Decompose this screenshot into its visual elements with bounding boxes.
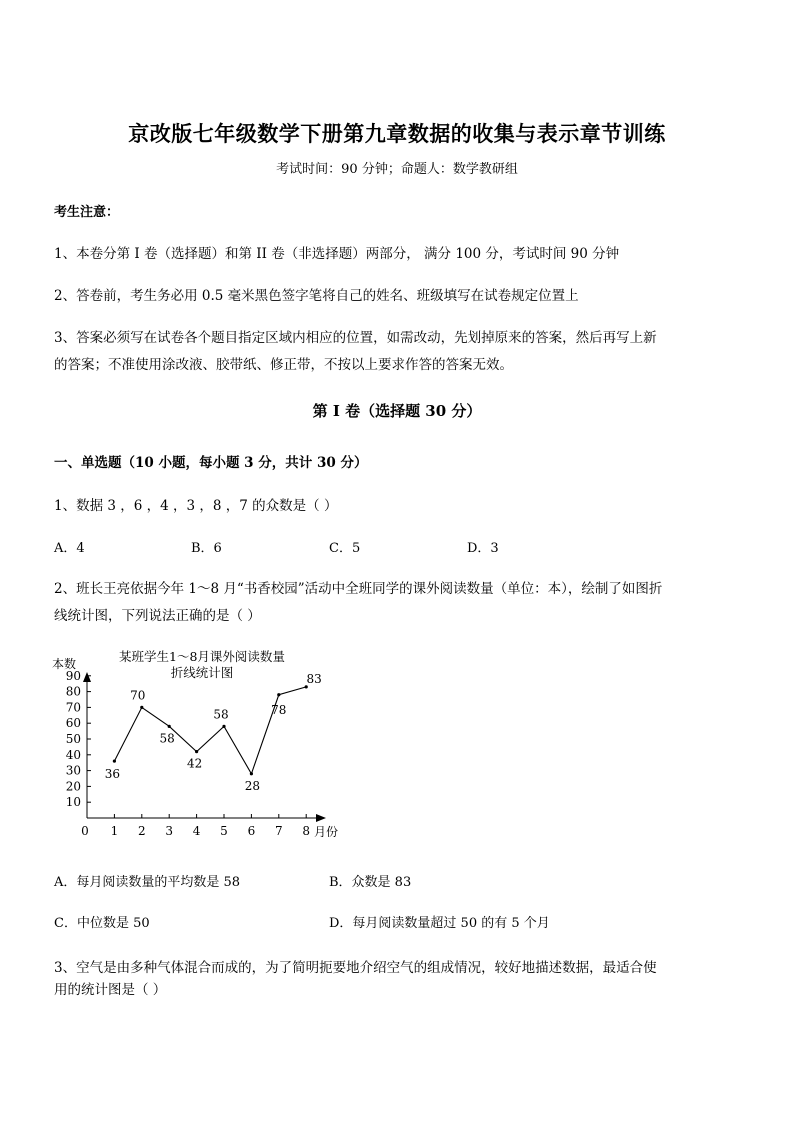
q2-option-c[interactable]: C．中位数是 50 — [54, 916, 150, 931]
exam-info: 考试时间：90 分钟；命题人：数学教研组 — [276, 162, 518, 177]
x-tick-label: 1 — [110, 824, 119, 838]
notice-heading: 考生注意： — [54, 205, 120, 220]
y-tick-label: 60 — [65, 716, 81, 731]
y-axis-arrow — [83, 672, 91, 682]
x-tick-label: 3 — [165, 824, 174, 838]
x-tick-label: 2 — [137, 824, 146, 838]
data-label: 28 — [244, 778, 261, 793]
data-label: 58 — [159, 731, 175, 746]
notice-item-3-cont: 的答案；不准使用涂改液、胶带纸、修正带，不按以上要求作答的答案无效。 — [54, 357, 513, 373]
data-label: 36 — [104, 767, 121, 782]
y-tick-label: 50 — [65, 732, 81, 746]
chart-subtitle: 折线统计图 — [170, 665, 234, 680]
page-title: 京改版七年级数学下册第九章数据的收集与表示章节训练 — [128, 121, 666, 146]
q3-stem-line1: 3、空气是由多种气体混合而成的，为了简明扼要地介绍空气的组成情况，较好地描述数据，最适合使 — [54, 960, 657, 976]
data-point — [250, 772, 253, 775]
y-axis-label: 本数 — [52, 657, 77, 671]
q2-stem-line2: 线统计图，下列说法正确的是（ ） — [54, 608, 261, 624]
data-point — [168, 725, 171, 728]
section-title: 第 I 卷（选择题 30 分） — [312, 402, 482, 420]
q2-option-a[interactable]: A．每月阅读数量的平均数是 58 — [54, 875, 241, 890]
chart-title: 某班学生1～8月课外阅读数量 — [119, 649, 285, 664]
data-point — [222, 725, 225, 728]
q1-stem: 1、数据 3 ，6 ，4 ，3 ，8 ，7 的众数是（ ） — [54, 498, 338, 514]
part-heading: 一、单选题（10 小题，每小题 3 分，共计 30 分） — [54, 455, 368, 471]
q1-option-d[interactable]: D．3 — [467, 541, 499, 556]
x-tick-label: 0 — [81, 824, 89, 838]
data-point — [140, 706, 143, 709]
y-tick-label: 90 — [65, 668, 81, 683]
y-tick-label: 10 — [65, 795, 81, 810]
q1-option-b[interactable]: B．6 — [191, 541, 222, 556]
q1-option-c[interactable]: C．5 — [329, 541, 361, 556]
x-tick-label: 5 — [220, 824, 228, 838]
y-tick-label: 40 — [65, 747, 81, 762]
data-label: 83 — [306, 671, 322, 686]
q2-option-d[interactable]: D．每月阅读数量超过 50 的有 5 个月 — [329, 916, 550, 931]
data-point — [113, 760, 116, 763]
q3-stem-line2: 用的统计图是（ ） — [54, 982, 167, 998]
q1-option-a[interactable]: A．4 — [54, 541, 85, 556]
notice-item-3: 3、答案必须写在试卷各个题目指定区域内相应的位置，如需改动，先划掉原来的答案，然后再写上新 — [54, 330, 657, 346]
x-tick-label: 6 — [247, 824, 256, 838]
data-point — [277, 693, 280, 696]
x-tick-label: 4 — [192, 824, 201, 838]
data-label: 70 — [130, 688, 146, 703]
data-label: 42 — [186, 756, 203, 771]
reading-line-chart — [48, 642, 358, 842]
y-tick-label: 70 — [65, 700, 81, 715]
notice-item-1: 1、本卷分第 I 卷（选择题）和第 II 卷（非选择题）两部分， 满分 100 分，考试时间 90 分钟 — [54, 246, 620, 262]
x-tick-label: 7 — [274, 824, 283, 838]
data-point — [195, 750, 198, 753]
data-label: 58 — [213, 707, 229, 722]
x-axis-arrow — [316, 814, 326, 822]
notice-item-2: 2、答卷前，考生务必用 0.5 毫米黑色签字笔将自己的姓名、班级填写在试卷规定位置上 — [54, 288, 579, 304]
y-tick-label: 80 — [65, 684, 81, 699]
data-label: 78 — [271, 702, 287, 717]
q2-option-b[interactable]: B．众数是 83 — [329, 875, 412, 890]
x-axis-label: 月份 — [314, 825, 339, 839]
y-tick-label: 20 — [65, 779, 81, 794]
y-tick-label: 30 — [65, 763, 81, 778]
q2-stem-line1: 2、班长王亮依据今年 1～8 月“书香校园”活动中全班同学的课外阅读数量（单位：本），绘制了如图折 — [54, 581, 663, 597]
x-tick-label: 8 — [302, 824, 311, 838]
